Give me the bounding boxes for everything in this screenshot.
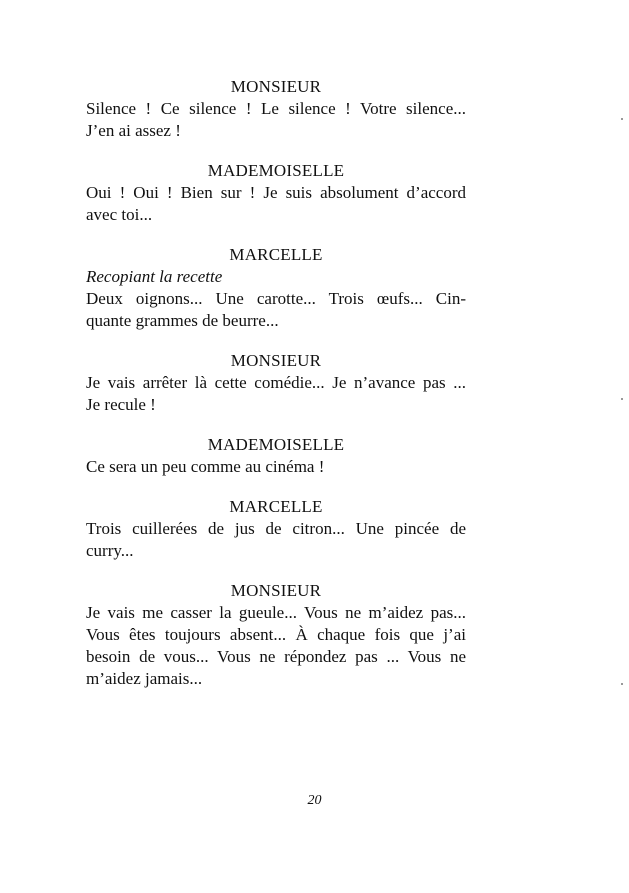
dialogue-block bbox=[86, 76, 466, 142]
dialogue-line: Silence ! Ce silence ! Le silence ! Votre silence... bbox=[86, 99, 466, 118]
script-page bbox=[86, 76, 466, 708]
page-number: 20 bbox=[307, 793, 322, 808]
dialogue-line: avec toi... bbox=[86, 205, 153, 224]
dialogue-line: curry... bbox=[86, 541, 134, 560]
dialogue-block bbox=[86, 434, 466, 478]
dialogue-line: Deux oignons... Une carotte... Trois œufs... Cin- bbox=[86, 289, 466, 308]
dialogue-text bbox=[86, 182, 466, 226]
margin-mark bbox=[621, 118, 623, 120]
speaker-name: MONSIEUR bbox=[230, 581, 322, 600]
dialogue-text bbox=[86, 602, 466, 690]
dialogue-block bbox=[86, 496, 466, 562]
dialogue-line: J’en ai assez ! bbox=[86, 121, 181, 140]
dialogue-line: Ce sera un peu comme au cinéma ! bbox=[86, 457, 325, 476]
dialogue-block bbox=[86, 350, 466, 416]
dialogue-line: besoin de vous... Vous ne répondez pas ... Vous ne bbox=[86, 647, 466, 666]
speaker-name: MARCELLE bbox=[229, 497, 323, 516]
dialogue-line: Vous êtes toujours absent... À chaque fois que j’ai bbox=[86, 625, 466, 644]
speaker-name: MARCELLE bbox=[229, 245, 323, 264]
margin-mark bbox=[621, 683, 623, 685]
dialogue-block bbox=[86, 244, 466, 332]
dialogue-line: Je vais me casser la gueule... Vous ne m’aidez pas... bbox=[86, 603, 466, 622]
dialogue-line: Je recule ! bbox=[86, 395, 156, 414]
stage-direction: Recopiant la recette bbox=[86, 267, 223, 286]
dialogue-line: Oui ! Oui ! Bien sur ! Je suis absolument d’accord bbox=[86, 183, 466, 202]
speaker-name: MONSIEUR bbox=[230, 351, 322, 370]
dialogue-block bbox=[86, 580, 466, 690]
speaker-name: MADEMOISELLE bbox=[207, 435, 345, 454]
dialogue-text bbox=[86, 288, 466, 332]
dialogue-text bbox=[86, 98, 466, 142]
speaker-name: MONSIEUR bbox=[230, 77, 322, 96]
dialogue-line: Trois cuillerées de jus de citron... Une pincée de bbox=[86, 519, 466, 538]
dialogue-block bbox=[86, 160, 466, 226]
dialogue-text bbox=[86, 518, 466, 562]
speaker-name: MADEMOISELLE bbox=[207, 161, 345, 180]
dialogue-text bbox=[86, 372, 466, 416]
dialogue-line: quante grammes de beurre... bbox=[86, 311, 279, 330]
dialogue-line: Je vais arrêter là cette comédie... Je n’avance pas ... bbox=[86, 373, 466, 392]
dialogue-text bbox=[86, 456, 466, 478]
dialogue-line: m’aidez jamais... bbox=[86, 669, 203, 688]
margin-mark bbox=[621, 398, 623, 400]
